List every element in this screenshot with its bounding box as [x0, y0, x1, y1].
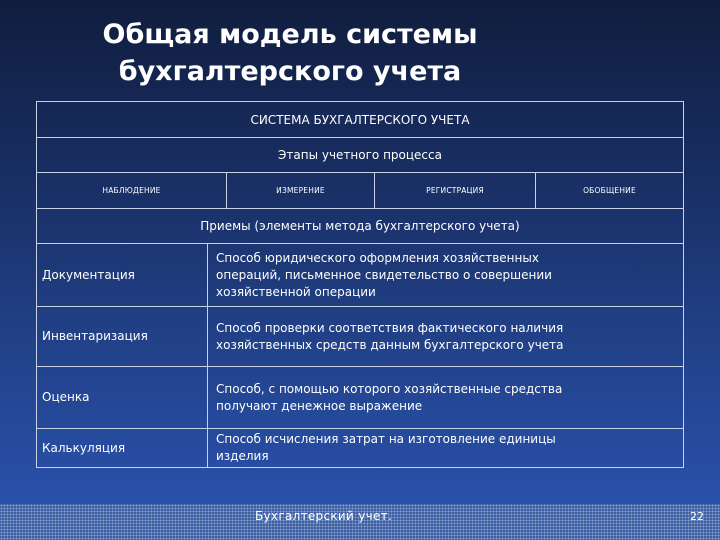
stages-header-row [36, 138, 684, 173]
slide-title [90, 16, 490, 90]
methods-header: Приемы (элементы метода бухгалтерского учета) [200, 219, 520, 233]
system-header-row [36, 102, 684, 138]
system-header: СИСТЕМА БУХГАЛТЕРСКОГО УЧЕТА [250, 112, 470, 127]
method-description: Способ юридического оформления хозяйственных операций, письменное свидетельство о совершении хозяйственной операции [216, 250, 552, 299]
accounting-model-table [36, 101, 684, 469]
stage-registration: РЕГИСТРАЦИЯ [374, 173, 535, 208]
stages-header: Этапы учетного процесса [278, 148, 442, 162]
method-row [36, 307, 684, 367]
method-name: Инвентаризация [37, 307, 208, 366]
method-description: Способ исчисления затрат на изготовление единицы изделия [216, 432, 556, 463]
title-line-1: Общая модель системы [102, 19, 478, 50]
method-name: Оценка [37, 367, 208, 428]
method-description: Способ проверки соответствия фактического наличия хозяйственных средств данным бухгалтерского учета [216, 320, 564, 352]
page-number: 22 [690, 510, 704, 523]
method-row [36, 429, 684, 468]
stage-observation: НАБЛЮДЕНИЕ [102, 186, 161, 195]
stages-row [36, 173, 684, 209]
stage-generalization: ОБОБЩЕНИЕ [535, 173, 683, 208]
method-row [36, 367, 684, 429]
title-line-2: бухгалтерского учета [118, 56, 462, 87]
method-row [36, 244, 684, 307]
method-description: Способ, с помощью которого хозяйственные средства получают денежное выражение [216, 381, 563, 413]
stage-measurement: ИЗМЕРЕНИЕ [226, 173, 374, 208]
method-name: Калькуляция [37, 429, 208, 467]
method-name: Документация [37, 244, 208, 306]
methods-header-row [36, 209, 684, 244]
footer-text: Бухгалтерский учет. [255, 509, 393, 523]
